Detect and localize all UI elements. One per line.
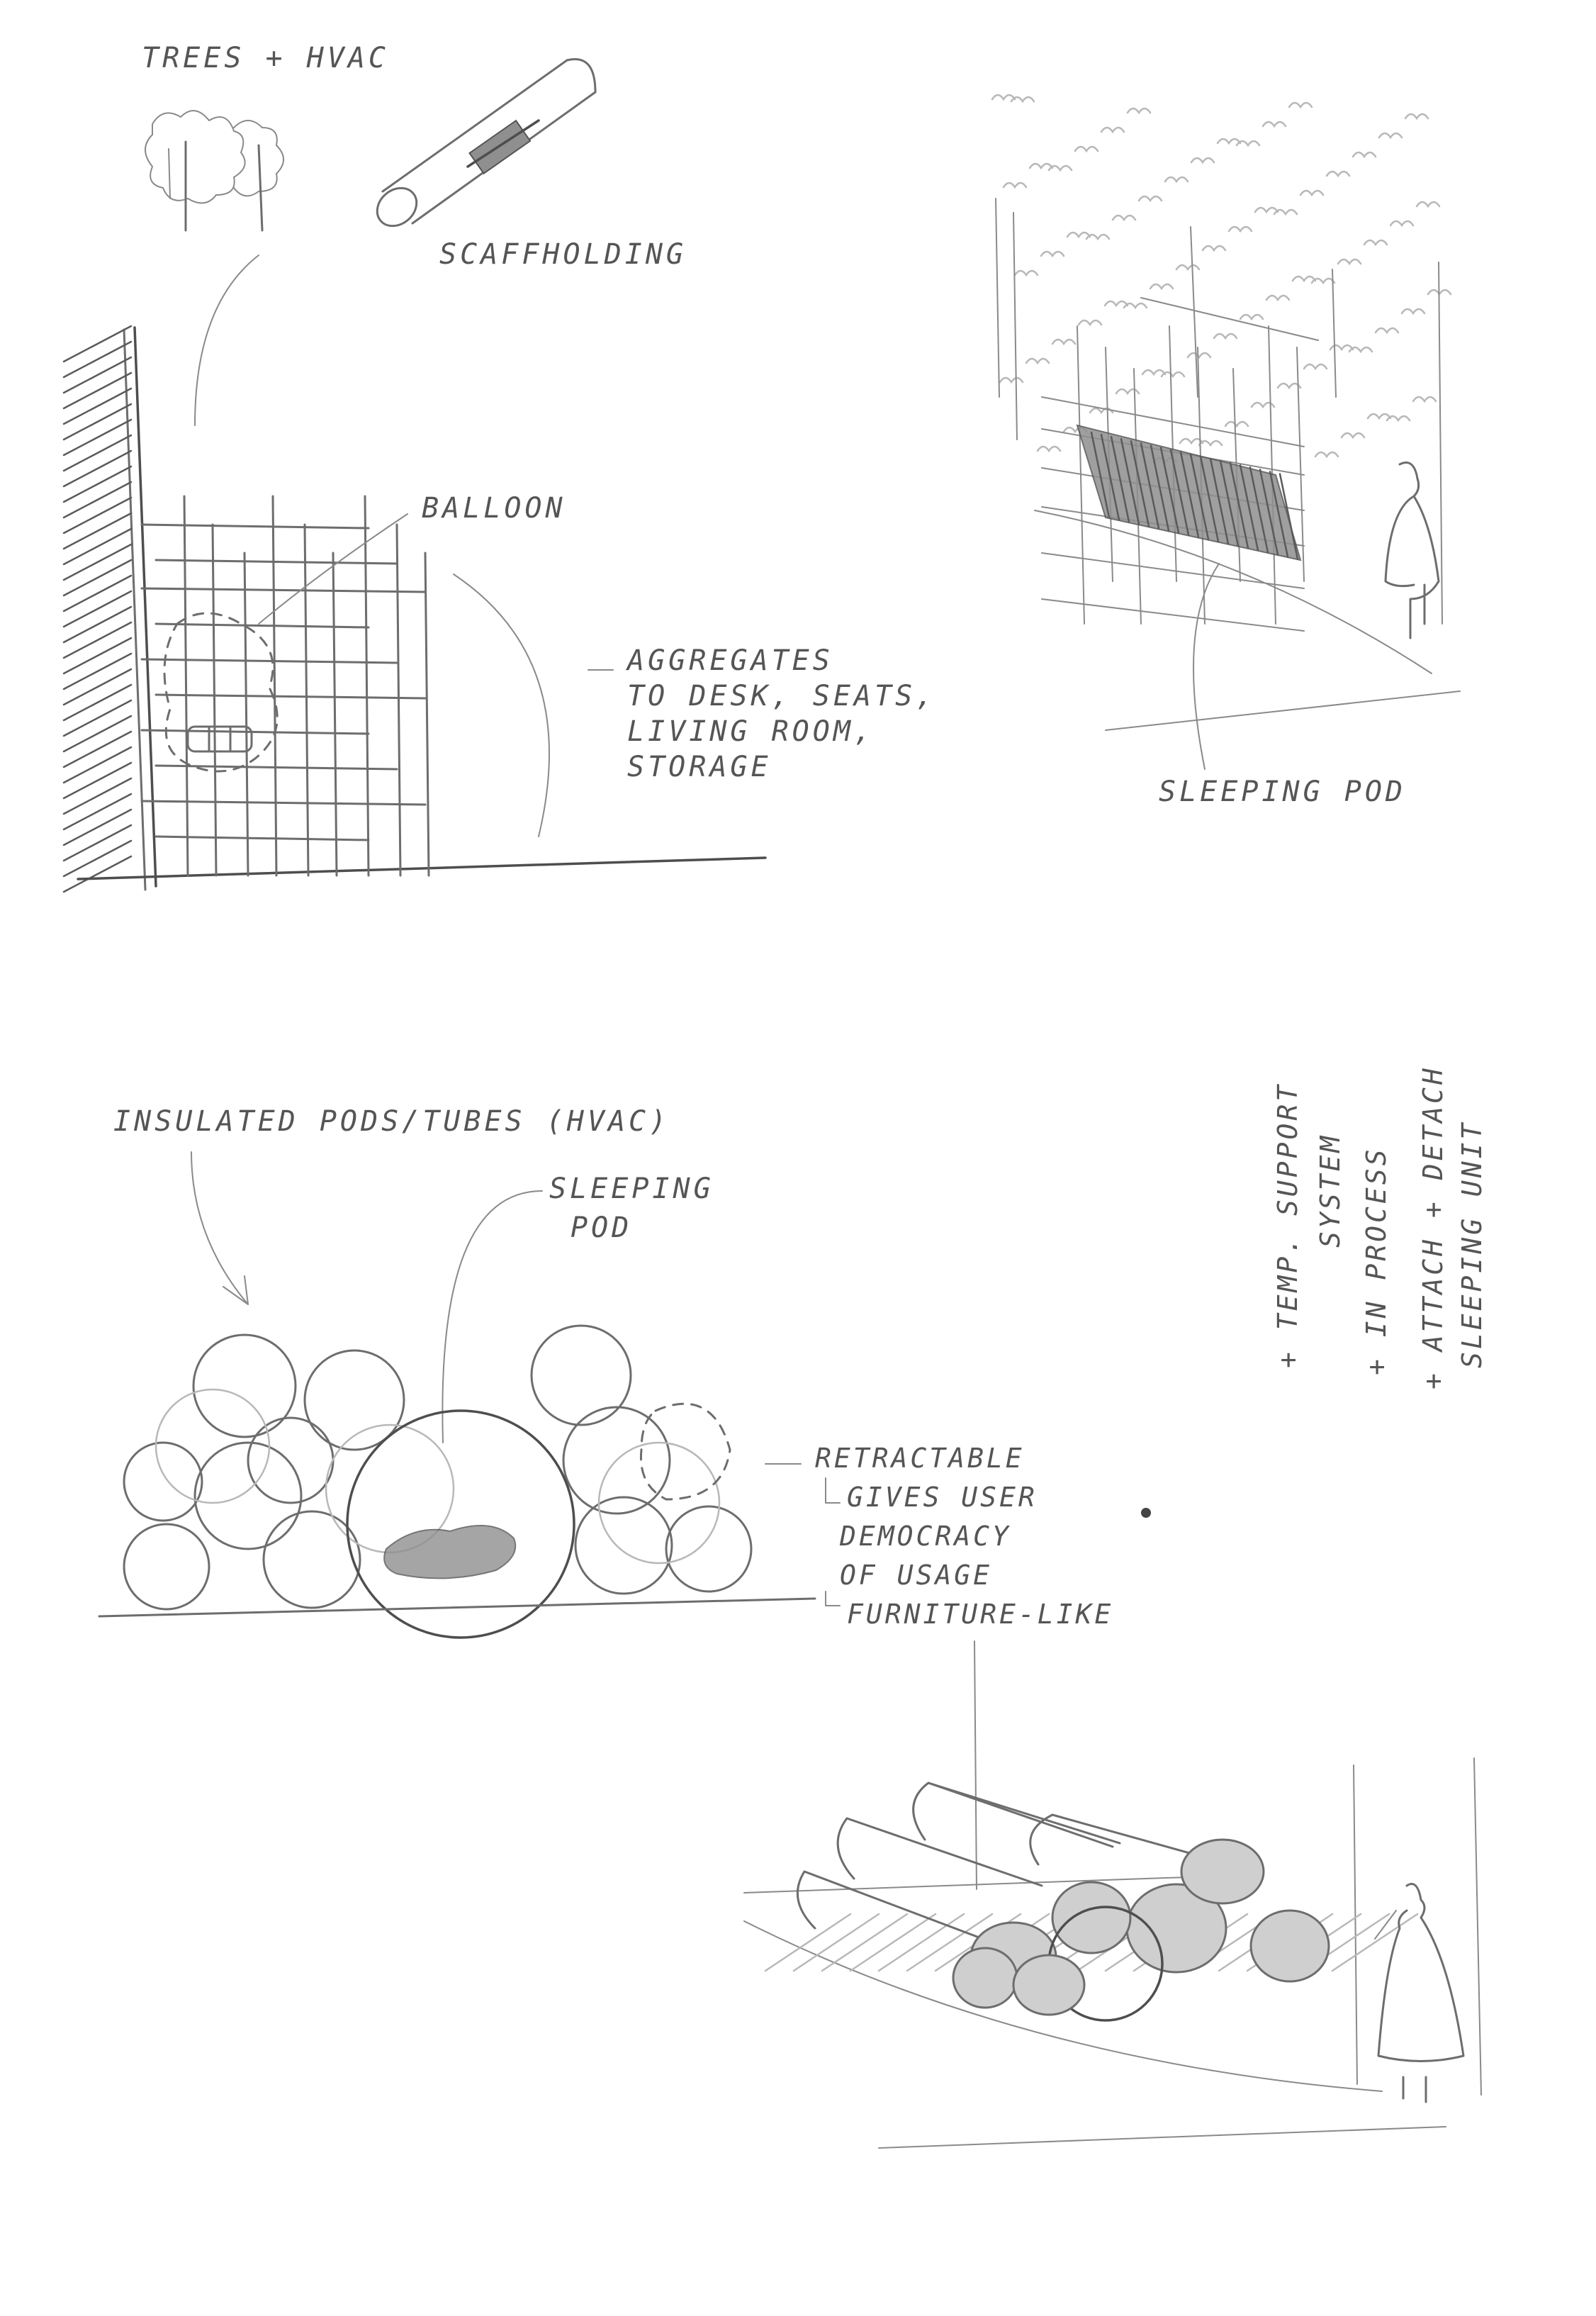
svg-text:+ TEMP. SUPPORT: + TEMP. SUPPORT xyxy=(1272,1082,1303,1368)
sketch-stroke xyxy=(64,732,131,767)
sketch-stroke xyxy=(64,591,131,627)
sketch-stroke xyxy=(64,544,131,580)
foliage-stroke xyxy=(1015,271,1038,275)
sketch-stroke xyxy=(1042,599,1304,631)
sketch-circle xyxy=(599,1443,719,1563)
foliage-stroke xyxy=(1225,422,1248,426)
foliage-stroke xyxy=(1263,122,1286,126)
foliage-stroke xyxy=(1255,208,1278,212)
svg-text:SLEEPING: SLEEPING xyxy=(549,1173,714,1205)
sketch-stroke xyxy=(64,841,131,876)
sketch-stroke xyxy=(142,525,369,528)
foliage-stroke xyxy=(1067,233,1090,237)
label-aggregates xyxy=(625,644,936,783)
sketch-stroke xyxy=(64,607,131,642)
svg-text:FURNITURE-LIKE: FURNITURE-LIKE xyxy=(847,1599,1114,1630)
sketch-stroke xyxy=(1191,227,1198,397)
svg-text:LIVING ROOM,: LIVING ROOM, xyxy=(627,715,875,748)
sketch-stroke xyxy=(64,435,131,471)
foliage-stroke xyxy=(1327,172,1349,176)
svg-text:AGGREGATES: AGGREGATES xyxy=(627,644,833,677)
sketch-circle xyxy=(532,1326,631,1425)
foliage-stroke xyxy=(1368,414,1390,418)
sketch-circle xyxy=(124,1524,209,1609)
sketch-circle xyxy=(264,1511,360,1608)
foliage-stroke xyxy=(1105,301,1128,306)
foliage-stroke xyxy=(1075,147,1098,151)
svg-text:SLEEPING UNIT: SLEEPING UNIT xyxy=(1456,1120,1488,1368)
sketch-stroke xyxy=(365,496,369,876)
sketch-stroke xyxy=(64,529,131,564)
foliage-stroke xyxy=(1402,309,1424,313)
svg-text:RETRACTABLE: RETRACTABLE xyxy=(815,1443,1025,1474)
label-trees-hvac xyxy=(142,42,389,74)
sketch-stroke xyxy=(64,342,131,377)
foliage-stroke xyxy=(1176,265,1199,269)
sketch-stroke xyxy=(142,659,397,663)
sketch-stroke xyxy=(64,685,131,720)
foliage-stroke xyxy=(1026,359,1049,363)
foliage-stroke xyxy=(1315,452,1338,457)
sketch-stroke xyxy=(64,810,131,845)
sketch-stroke xyxy=(213,525,216,876)
svg-text:+ IN PROCESS: + IN PROCESS xyxy=(1361,1146,1392,1375)
label-sleeping-pod-top: SLEEPING POD xyxy=(1159,776,1406,808)
sketch-stroke xyxy=(273,496,276,876)
sketch-stroke xyxy=(64,466,131,502)
foliage-stroke xyxy=(1142,370,1165,374)
foliage-stroke xyxy=(1353,152,1376,157)
label-sleeping-pod-mid xyxy=(549,1173,714,1244)
sketch-stroke xyxy=(64,654,131,689)
foliage-stroke xyxy=(1004,183,1026,187)
foliage-stroke xyxy=(1240,315,1263,319)
foliage-stroke xyxy=(992,95,1015,99)
sketch-circle xyxy=(156,1389,269,1503)
foliage-stroke xyxy=(1113,216,1135,220)
foliage-stroke xyxy=(1266,296,1289,300)
foliage-stroke xyxy=(1229,227,1252,231)
sketch-stroke xyxy=(142,801,425,805)
label-retractable xyxy=(815,1443,1113,1630)
foliage-stroke xyxy=(1128,108,1150,113)
sketch-stroke xyxy=(64,778,131,814)
pod-circles-sketch xyxy=(99,1326,840,1638)
svg-text:TREES + HVAC: TREES + HVAC xyxy=(142,42,389,74)
sketch-stroke xyxy=(64,451,131,486)
logs-perspective-sketch xyxy=(744,1641,1481,2148)
label-scaffolding: SCAFFHOLDING xyxy=(439,238,687,271)
forest-perspective-sketch xyxy=(992,95,1460,769)
sketch-stroke xyxy=(64,747,131,783)
ink-dot xyxy=(1141,1508,1151,1518)
sketch-stroke xyxy=(156,695,425,698)
sketch-stroke xyxy=(64,763,131,798)
foliage-stroke xyxy=(1417,202,1439,206)
foliage-stroke xyxy=(1390,221,1413,225)
foliage-stroke xyxy=(1038,447,1060,451)
foliage-stroke xyxy=(1289,103,1312,107)
sketch-stroke xyxy=(425,553,429,876)
foliage-stroke xyxy=(1304,364,1327,369)
foliage-stroke xyxy=(1079,320,1101,325)
foliage-stroke xyxy=(1150,284,1173,289)
sketch-stroke xyxy=(64,482,131,518)
svg-text:STORAGE: STORAGE xyxy=(627,751,772,783)
foliage-stroke xyxy=(1139,196,1162,201)
foliage-stroke xyxy=(1000,378,1023,382)
foliage-stroke xyxy=(1338,259,1361,264)
sketch-stroke xyxy=(64,404,131,440)
sketch-stroke xyxy=(245,553,248,876)
scaffold-wall-sketch xyxy=(64,326,765,892)
sketch-stroke xyxy=(64,388,131,424)
sketch-stroke xyxy=(64,373,131,408)
sleeping-pod-leader xyxy=(442,1191,542,1443)
sketch-stroke xyxy=(64,669,131,705)
hvac-tube-sketch xyxy=(370,59,595,233)
sketch-stroke xyxy=(64,825,131,861)
sketch-stroke xyxy=(64,716,131,751)
sketch-stroke xyxy=(64,357,131,393)
foliage-stroke xyxy=(1041,252,1064,256)
foliage-stroke xyxy=(1342,433,1364,437)
sketch-stroke xyxy=(64,560,131,595)
foliage-stroke xyxy=(1180,439,1203,443)
sketch-stroke xyxy=(64,326,131,362)
sketch-stroke xyxy=(64,420,131,455)
foliage-stroke xyxy=(1300,191,1323,195)
foliage-stroke xyxy=(1379,133,1402,138)
foliage-stroke xyxy=(1030,164,1052,168)
side-notes xyxy=(1272,1065,1488,1389)
sketch-circle xyxy=(666,1506,751,1591)
sketch-stroke xyxy=(64,498,131,533)
foliage-stroke xyxy=(1101,128,1124,132)
foliage-stroke xyxy=(1293,276,1315,281)
trees-sketch xyxy=(145,111,283,230)
sketch-stroke xyxy=(64,622,131,658)
label-balloon: BALLOON xyxy=(422,492,566,525)
svg-text:SYSTEM: SYSTEM xyxy=(1315,1133,1346,1248)
foliage-stroke xyxy=(1405,114,1428,118)
foliage-stroke xyxy=(1376,328,1398,332)
sketch-circle xyxy=(124,1443,202,1521)
sketch-circle xyxy=(248,1418,333,1503)
foliage-stroke xyxy=(1278,384,1300,388)
svg-text:TO DESK, SEATS,: TO DESK, SEATS, xyxy=(627,680,937,712)
sketch-stroke xyxy=(305,525,308,876)
foliage-stroke xyxy=(1191,158,1214,162)
foliage-stroke xyxy=(1330,345,1353,349)
sketch-stroke xyxy=(64,700,131,736)
foliage-stroke xyxy=(1413,397,1436,401)
sketch-stroke xyxy=(64,856,131,892)
sketch-stroke xyxy=(397,525,400,876)
scaffolding-leader xyxy=(195,255,259,425)
sketch-stroke xyxy=(64,513,131,549)
sketch-stroke xyxy=(64,794,131,829)
svg-text:+ ATTACH + DETACH: + ATTACH + DETACH xyxy=(1417,1065,1449,1389)
insulated-arrow xyxy=(191,1152,248,1304)
foliage-stroke xyxy=(1214,334,1237,338)
sketch-stroke xyxy=(156,624,369,627)
foliage-stroke xyxy=(1203,246,1225,250)
sketch-stroke xyxy=(156,560,397,564)
foliage-stroke xyxy=(1165,177,1188,181)
foliage-stroke xyxy=(1218,139,1240,143)
foliage-stroke xyxy=(1364,240,1387,245)
svg-text:POD: POD xyxy=(571,1212,633,1244)
foliage-stroke xyxy=(1116,389,1139,393)
label-insulated: INSULATED PODS/TUBES (HVAC) xyxy=(113,1105,670,1138)
foliage-stroke xyxy=(1052,340,1075,344)
sketch-stroke xyxy=(184,496,188,876)
sketch-stroke xyxy=(333,553,337,876)
svg-text:GIVES USER: GIVES USER xyxy=(847,1482,1038,1513)
foliage-stroke xyxy=(1188,353,1210,357)
svg-text:OF USAGE: OF USAGE xyxy=(840,1560,993,1591)
sketch-circle xyxy=(575,1497,672,1594)
svg-text:DEMOCRACY: DEMOCRACY xyxy=(840,1521,1011,1552)
sketch-circle xyxy=(193,1335,296,1437)
sketch-stroke xyxy=(64,576,131,611)
sketch-stroke xyxy=(64,638,131,673)
